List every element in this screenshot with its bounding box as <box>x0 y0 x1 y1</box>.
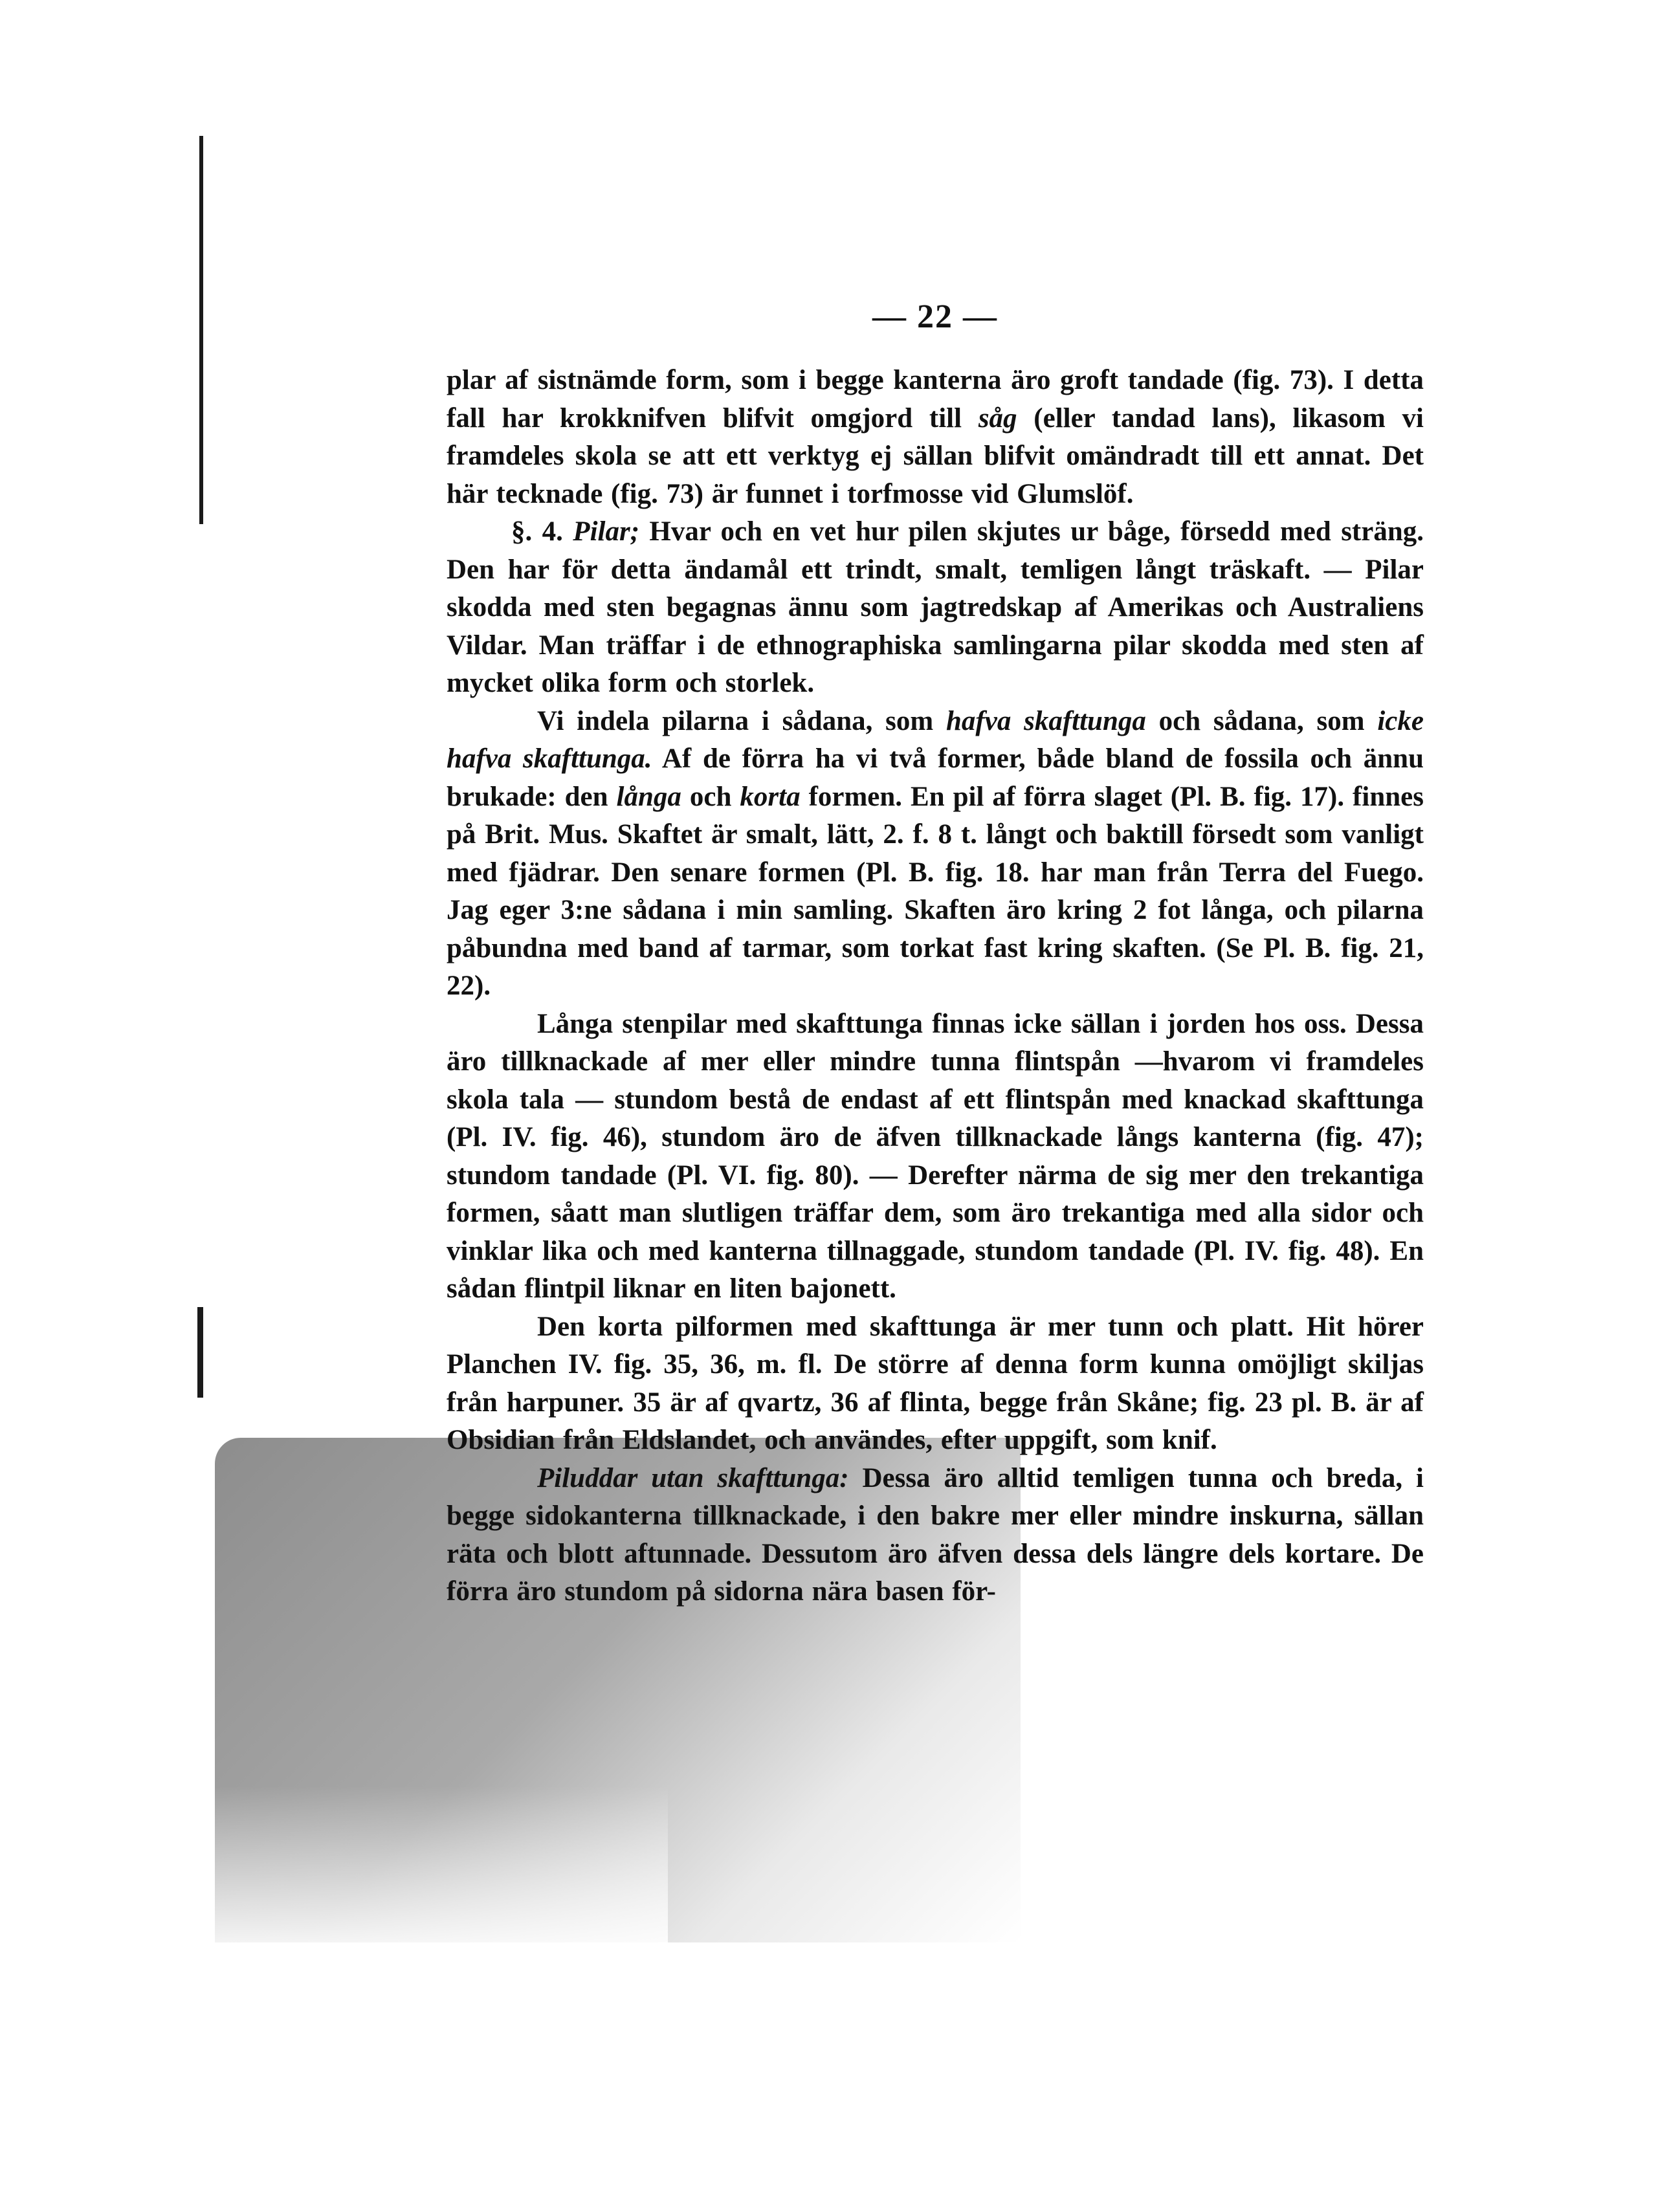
scan-shadow-fade <box>215 1786 668 1948</box>
text-segment: Dessa äro alltid temligen tunna och breda, i begge sidokanterna tillknackade, i den bakre mer eller mindre inskurna, sällan räta och blott aftunnade. Dessutom äro äfven dessa dels längre dels kortare. De förra äro stundom på sidorna nära basen för- <box>447 1462 1424 1607</box>
paragraph-p4 <box>447 1006 1424 1308</box>
scan-margin-line <box>199 136 203 524</box>
book-page <box>447 298 1424 1611</box>
italic-text-segment: Pilar; <box>573 516 640 547</box>
italic-text-segment: Piluddar utan skafttunga: <box>537 1462 849 1493</box>
text-segment: Långa stenpilar med skafttunga finnas icke sällan i jorden hos oss. Dessa äro tillknackade af mer eller mindre tunna flintspån —hvarom vi framdeles skola tala — stundom bestå de endast af ett flintspån med knackad skafttunga (Pl. IV. fig. 46), stundom äro de äfven tillknackade långs kanterna (fig. 47); stundom tandade (Pl. VI. fig. 80). — Derefter närma de sig mer den trekantiga formen, såatt man slutligen träffar dem, som äro trekantiga med alla sidor och vinklar lika och med kanterna tillnaggade, stundom tandade (Pl. IV. fig. 48). En sådan flintpil liknar en liten bajonett. <box>447 1008 1424 1304</box>
paragraph-p3 <box>447 703 1424 1006</box>
italic-text-segment: långa <box>616 781 681 812</box>
paragraph-p2 <box>447 513 1424 703</box>
paragraph-p5 <box>447 1308 1424 1460</box>
text-segment: plar af sistnämde form, som i begge kanterna äro groft tandade (fig. 73). I detta fall har krokknifven blifvit omgjord till <box>447 365 1424 434</box>
text-segment: och <box>681 781 740 812</box>
italic-text-segment: såg <box>978 402 1017 434</box>
text-segment: och sådana, som <box>1145 705 1378 736</box>
page-text-body <box>447 362 1424 1611</box>
paragraph-p6 <box>447 1460 1424 1611</box>
text-segment: (eller tandad lans), likasom vi framdeles skola se att ett verktyg ej sällan blifvit omändradt till ett annat. Det här tecknade (fig. 73) är funnet i torfmosse vid Glumslöf. <box>447 402 1424 509</box>
italic-text-segment: korta <box>740 781 801 812</box>
text-segment: formen. En pil af förra slaget (Pl. B. fig. 17). finnes på Brit. Mus. Skaftet är smalt, lätt, 2. f. 8 t. långt och baktill försedt som vanligt med fjädrar. Den senare formen (Pl. B. fig. 18. har man från Terra del Fuego. Jag eger 3:ne sådana i min samling. Skaften äro kring 2 fot långa, och pilarna påbundna med band af tarmar, som torkat fast kring skaften. (Se Pl. B. fig. 21, 22). <box>447 781 1424 1001</box>
italic-text-segment: hafva skafttunga <box>946 705 1146 736</box>
text-segment: §. 4. <box>511 516 573 547</box>
text-segment: Af de förra ha vi två former, både bland de fossila och ännu brukade: den <box>447 743 1424 812</box>
text-segment: Den korta pilformen med skafttunga är mer tunn och platt. Hit hörer Planchen IV. fig. 35, 36, m. fl. De större af denna form kunna omöjligt skiljas från harpuner. 35 är af qvartz, 36 af flinta, begge från Skåne; fig. 23 pl. B. är af Obsidian från Eldslandet, och användes, efter uppgift, som knif. <box>447 1311 1424 1455</box>
text-segment: Vi indela pilarna i sådana, som <box>537 705 946 736</box>
paragraph-p1 <box>447 362 1424 513</box>
scan-margin-mark <box>197 1307 203 1398</box>
italic-text-segment: icke hafva skafttunga. <box>447 705 1424 774</box>
text-segment: Hvar och en vet hur pilen skjutes ur båge, försedd med sträng. Den har för detta ändamål ett trindt, smalt, temligen långt träskaft. — Pilar skodda med sten begagnas ännu som jagtredskap af Amerikas och Australiens Vildar. Man träffar i de ethnographiska samlingarna pilar skodda med sten af mycket olika form och storlek. <box>447 516 1424 698</box>
page-number: — 22 — <box>872 298 998 335</box>
